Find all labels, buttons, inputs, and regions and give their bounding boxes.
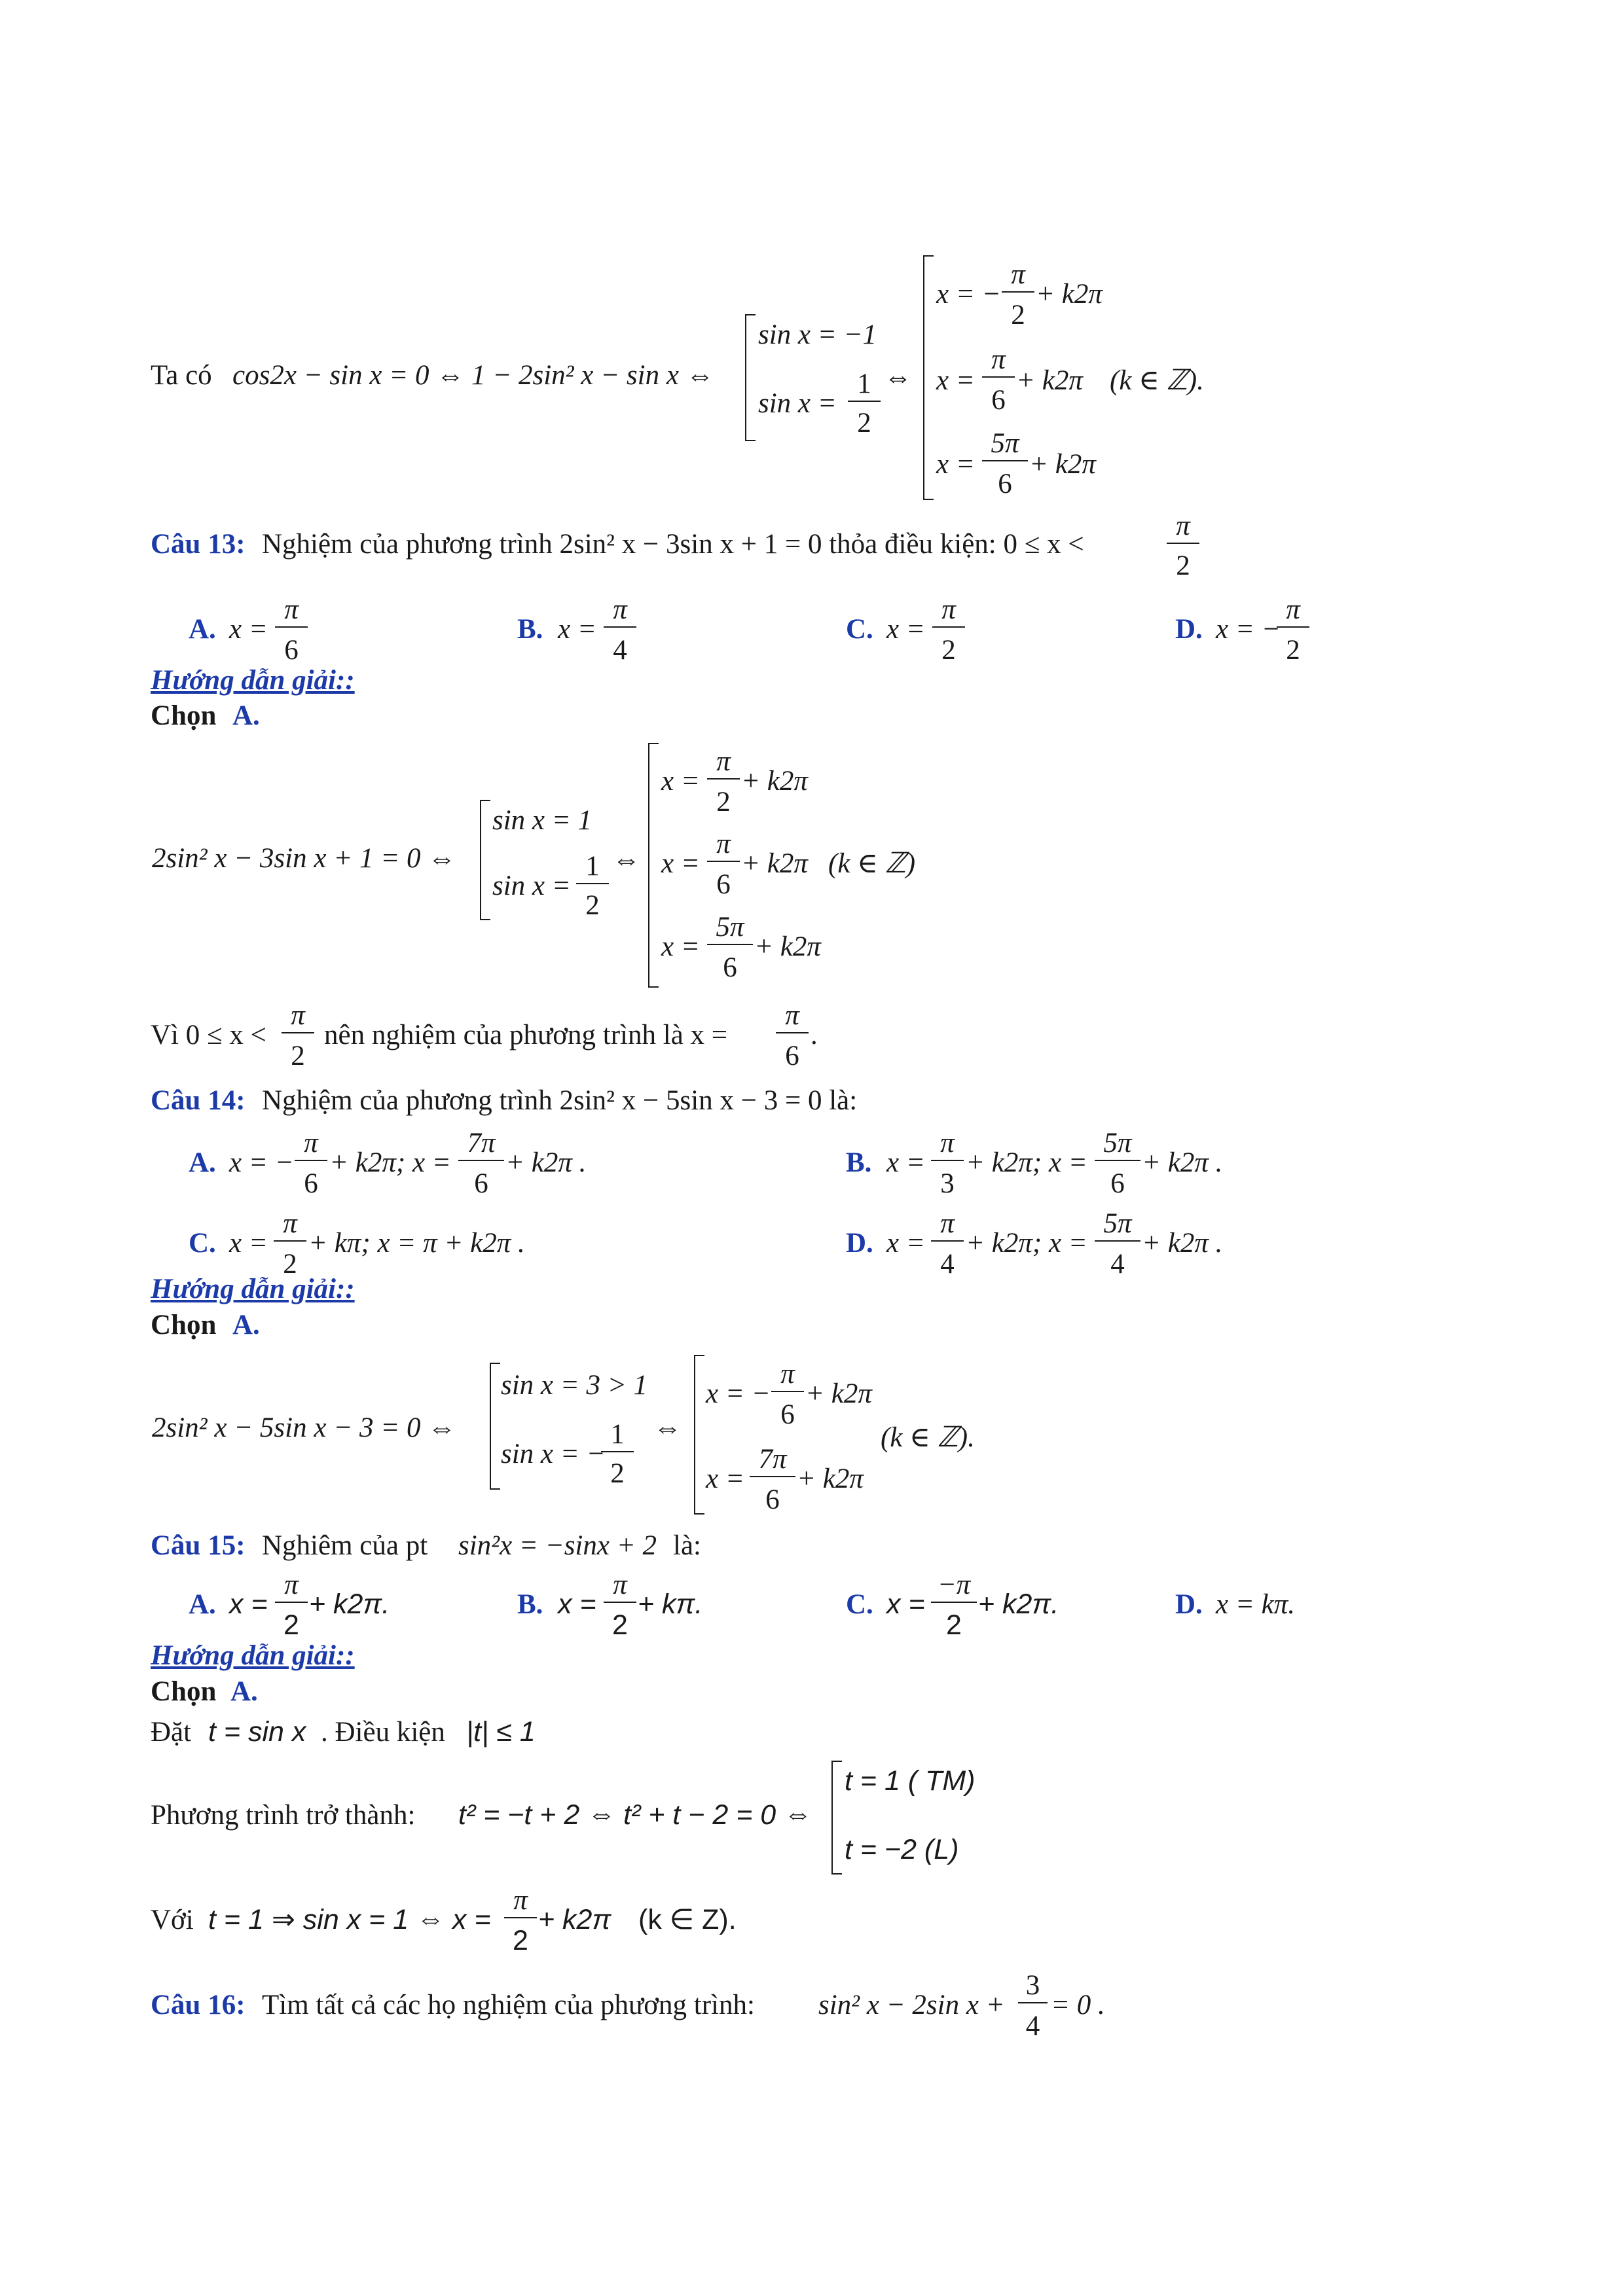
case-line: t = −2 (L) <box>845 1834 959 1865</box>
bracket <box>745 314 756 441</box>
option-b-end: + kπ. <box>638 1588 703 1620</box>
option-a[interactable]: x = <box>229 614 268 645</box>
fraction-denominator: 2 <box>291 1041 305 1071</box>
case-line: sin x = 1 <box>492 805 593 836</box>
option-letter[interactable]: C. <box>846 614 873 645</box>
option-b[interactable]: x = <box>558 1588 596 1620</box>
fraction-numerator: π <box>1002 260 1034 293</box>
solution-line: + k2π <box>741 766 808 797</box>
solution-line: + k2π <box>1036 279 1103 310</box>
fraction-denominator: 2 <box>612 1609 628 1641</box>
conclusion-text: nên nghiệm của phương trình là x = <box>324 1020 728 1050</box>
fraction-numerator: π <box>504 1886 537 1918</box>
option-letter[interactable]: A. <box>189 1147 216 1178</box>
bracket <box>923 255 934 500</box>
fraction-numerator: 7π <box>458 1129 504 1161</box>
case-line: sin x = <box>758 388 837 419</box>
option-a-end: + k2π . <box>505 1147 587 1178</box>
fraction-numerator: π <box>931 1210 964 1242</box>
question-text: Nghiêm của pt <box>262 1530 428 1561</box>
choose-label: Chọn <box>151 1676 217 1707</box>
option-letter[interactable]: D. <box>1175 1589 1203 1620</box>
substitution-text: . Điều kiện <box>321 1717 445 1748</box>
question-text: Nghiệm của phương trình 2sin² x − 3sin x + 1 = 0 thỏa điều kiện: 0 ≤ x < <box>262 529 1084 560</box>
question-text: là: <box>673 1530 701 1561</box>
question-equation-end: = 0 . <box>1051 1990 1105 2020</box>
fraction-numerator: π <box>275 1571 308 1603</box>
fraction-denominator: 2 <box>1286 635 1300 666</box>
solution-line: + k2π <box>1016 365 1083 396</box>
case-line: sin x = 3 > 1 <box>501 1370 648 1401</box>
fraction-numerator: π <box>771 1360 804 1392</box>
fraction-denominator: 6 <box>723 952 737 983</box>
fraction-denominator: 6 <box>765 1484 780 1515</box>
fraction-denominator: 2 <box>283 1609 299 1641</box>
solution-line: x = <box>936 449 975 480</box>
question-text: Tìm tất cả các họ nghiệm của phương trình: <box>262 1990 755 2020</box>
fraction-numerator: π <box>707 830 740 862</box>
equiv-symbol: ⇔ <box>653 1412 682 1443</box>
fraction-denominator: 2 <box>941 635 956 666</box>
fraction-numerator: π <box>282 1001 314 1033</box>
solution-line: + k2π <box>741 848 808 879</box>
transform-eq: t² = −t + 2 ⇔ t² + t − 2 = 0 ⇔ <box>458 1799 812 1831</box>
option-a-mid: + k2π; x = <box>329 1147 451 1178</box>
equation: 2sin² x − 3sin x + 1 = 0 ⇔ <box>152 843 456 874</box>
intro-chain: cos2x − sin x = 0 ⇔ 1 − 2sin² x − sin x ⇔ <box>232 360 714 391</box>
fraction-denominator: 2 <box>585 890 600 921</box>
fraction-numerator: π <box>932 596 965 628</box>
case-line: sin x = −1 <box>758 319 877 350</box>
fraction-numerator: 7π <box>750 1445 795 1477</box>
fraction-numerator: π <box>931 1129 964 1161</box>
fraction-numerator: 1 <box>848 370 881 402</box>
fraction-denominator: 3 <box>940 1168 955 1199</box>
fraction-numerator: π <box>295 1129 327 1161</box>
fraction-denominator: 2 <box>946 1609 962 1641</box>
fraction-denominator: 4 <box>1025 2011 1040 2041</box>
equiv-symbol: ⇔ <box>884 362 912 393</box>
fraction-denominator: 2 <box>283 1249 297 1280</box>
option-b-end: + k2π . <box>1142 1147 1223 1178</box>
option-c-end: + k2π. <box>978 1588 1059 1620</box>
equiv-symbol: ⇔ <box>612 844 640 875</box>
substitution-text: Đặt <box>151 1717 192 1748</box>
option-letter[interactable]: D. <box>1175 614 1203 645</box>
domain-note: (k ∈ ℤ) <box>828 848 916 879</box>
option-letter[interactable]: B. <box>846 1147 872 1178</box>
conclusion-text: Vì 0 ≤ x < <box>151 1020 266 1050</box>
option-b-mid: + k2π; x = <box>966 1147 1087 1178</box>
fraction-denominator: 2 <box>857 408 871 439</box>
fraction-denominator: 6 <box>474 1168 488 1199</box>
solution-line: x = <box>936 365 975 396</box>
fraction-denominator: 2 <box>513 1925 528 1956</box>
fraction-numerator: 5π <box>707 913 753 945</box>
option-b[interactable]: x = <box>886 1147 925 1178</box>
option-letter[interactable]: B. <box>517 614 543 645</box>
fraction-denominator: 2 <box>716 787 731 817</box>
option-letter[interactable]: A. <box>189 614 216 645</box>
fraction-denominator: 6 <box>304 1168 318 1199</box>
fraction-denominator: 6 <box>1110 1168 1125 1199</box>
bracket <box>831 1761 842 1874</box>
intro-lead: Ta có <box>151 360 212 391</box>
solution-guide-link[interactable]: Hướng dẫn giải:: <box>151 1274 355 1304</box>
fraction-numerator: 5π <box>1095 1210 1140 1242</box>
option-d[interactable]: x = kπ. <box>1216 1589 1295 1620</box>
choose-letter: A. <box>232 1310 260 1340</box>
solution-line: x = − <box>936 279 1001 310</box>
with-eq: t = 1 ⇒ sin x = 1 ⇔ x = <box>208 1904 491 1935</box>
case-line: sin x = − <box>501 1439 606 1469</box>
solution-line: + k2π <box>754 931 821 962</box>
substitution-cond: |t| ≤ 1 <box>466 1716 536 1748</box>
question-text: Nghiệm của phương trình 2sin² x − 5sin x − 3 = 0 là: <box>262 1085 858 1116</box>
fraction-numerator: π <box>707 747 740 780</box>
bracket <box>694 1355 704 1515</box>
question-label: Câu 15: <box>151 1530 246 1561</box>
question-label: Câu 13: <box>151 529 246 560</box>
option-d-end: + k2π . <box>1142 1228 1223 1259</box>
option-letter[interactable]: A. <box>189 1589 216 1620</box>
fraction-denominator: 2 <box>610 1458 625 1489</box>
option-c[interactable]: x = <box>886 1588 925 1620</box>
option-b[interactable]: x = <box>558 614 596 645</box>
bracket <box>490 1363 500 1490</box>
fraction-denominator: 6 <box>991 385 1006 416</box>
case-line: sin x = <box>492 870 571 901</box>
option-d[interactable]: x = − <box>1216 614 1281 645</box>
fraction-numerator: π <box>982 346 1015 378</box>
solution-guide-link[interactable]: Hướng dẫn giải:: <box>151 665 355 696</box>
fraction-numerator: π <box>1167 512 1199 544</box>
option-letter[interactable]: C. <box>846 1589 873 1620</box>
solution-line: + k2π <box>797 1463 864 1494</box>
fraction-denominator: 6 <box>284 635 299 666</box>
option-a[interactable]: x = <box>229 1588 268 1620</box>
period: . <box>811 1020 818 1050</box>
bracket <box>648 743 659 988</box>
solution-line: x = <box>661 766 700 797</box>
fraction-numerator: −π <box>931 1571 977 1603</box>
option-d[interactable]: x = <box>886 1228 925 1259</box>
fraction-numerator: π <box>776 1001 809 1033</box>
option-letter[interactable]: B. <box>517 1589 543 1620</box>
question-label: Câu 16: <box>151 1990 246 2020</box>
fraction-numerator: 1 <box>576 852 609 884</box>
option-d-mid: + k2π; x = <box>966 1228 1087 1259</box>
with-eq: + k2π <box>538 1904 611 1935</box>
choose-letter: A. <box>232 700 260 731</box>
fraction-numerator: π <box>1277 596 1309 628</box>
option-a[interactable]: x = − <box>229 1147 294 1178</box>
fraction-denominator: 4 <box>1110 1249 1125 1280</box>
domain-note: (k ∈ ℤ). <box>881 1422 975 1453</box>
solution-line: x = − <box>706 1378 771 1409</box>
option-letter[interactable]: C. <box>189 1228 216 1259</box>
solution-line: + k2π <box>805 1378 872 1409</box>
with-text: Với <box>151 1905 194 1935</box>
transform-text: Phương trình trở thành: <box>151 1800 416 1831</box>
bracket <box>480 800 490 920</box>
option-a-end: + k2π. <box>309 1588 390 1620</box>
solution-line: x = <box>661 848 700 879</box>
fraction-denominator: 2 <box>1011 300 1025 331</box>
option-c-mid: + kπ; x = π + k2π . <box>308 1228 525 1259</box>
fraction-numerator: 5π <box>982 429 1028 461</box>
fraction-denominator: 6 <box>780 1399 795 1430</box>
solution-guide-link[interactable]: Hướng dẫn giải:: <box>151 1640 355 1671</box>
question-label: Câu 14: <box>151 1085 246 1116</box>
domain-note: (k ∈ Z). <box>638 1904 737 1935</box>
option-c[interactable]: x = <box>886 614 925 645</box>
fraction-numerator: π <box>604 596 636 628</box>
fraction-denominator: 2 <box>1176 550 1190 581</box>
fraction-denominator: 4 <box>613 635 627 666</box>
case-line: t = 1 ( TM) <box>845 1765 976 1797</box>
fraction-denominator: 4 <box>940 1249 955 1280</box>
fraction-denominator: 6 <box>998 469 1012 499</box>
choose-label: Chọn <box>151 1310 217 1340</box>
substitution-eq: t = sin x <box>208 1716 306 1748</box>
fraction-numerator: π <box>275 596 308 628</box>
fraction-numerator: 1 <box>601 1420 634 1452</box>
fraction-numerator: 3 <box>1018 1971 1048 2003</box>
fraction-numerator: 5π <box>1095 1129 1140 1161</box>
question-equation: sin² x − 2sin x + <box>818 1990 1005 2020</box>
fraction-numerator: π <box>274 1210 306 1242</box>
solution-line: x = <box>661 931 700 962</box>
fraction-numerator: π <box>604 1571 636 1603</box>
equation: 2sin² x − 5sin x − 3 = 0 ⇔ <box>152 1412 456 1443</box>
fraction-denominator: 6 <box>716 869 731 900</box>
question-equation: sin²x = −sinx + 2 <box>458 1530 657 1561</box>
option-c[interactable]: x = <box>229 1228 268 1259</box>
domain-note: (k ∈ ℤ). <box>1110 365 1204 396</box>
choose-label: Chọn <box>151 700 217 731</box>
solution-line: + k2π <box>1029 449 1096 480</box>
choose-letter: A. <box>230 1676 258 1707</box>
option-letter[interactable]: D. <box>846 1228 873 1259</box>
fraction-denominator: 6 <box>785 1041 799 1071</box>
solution-line: x = <box>706 1463 744 1494</box>
